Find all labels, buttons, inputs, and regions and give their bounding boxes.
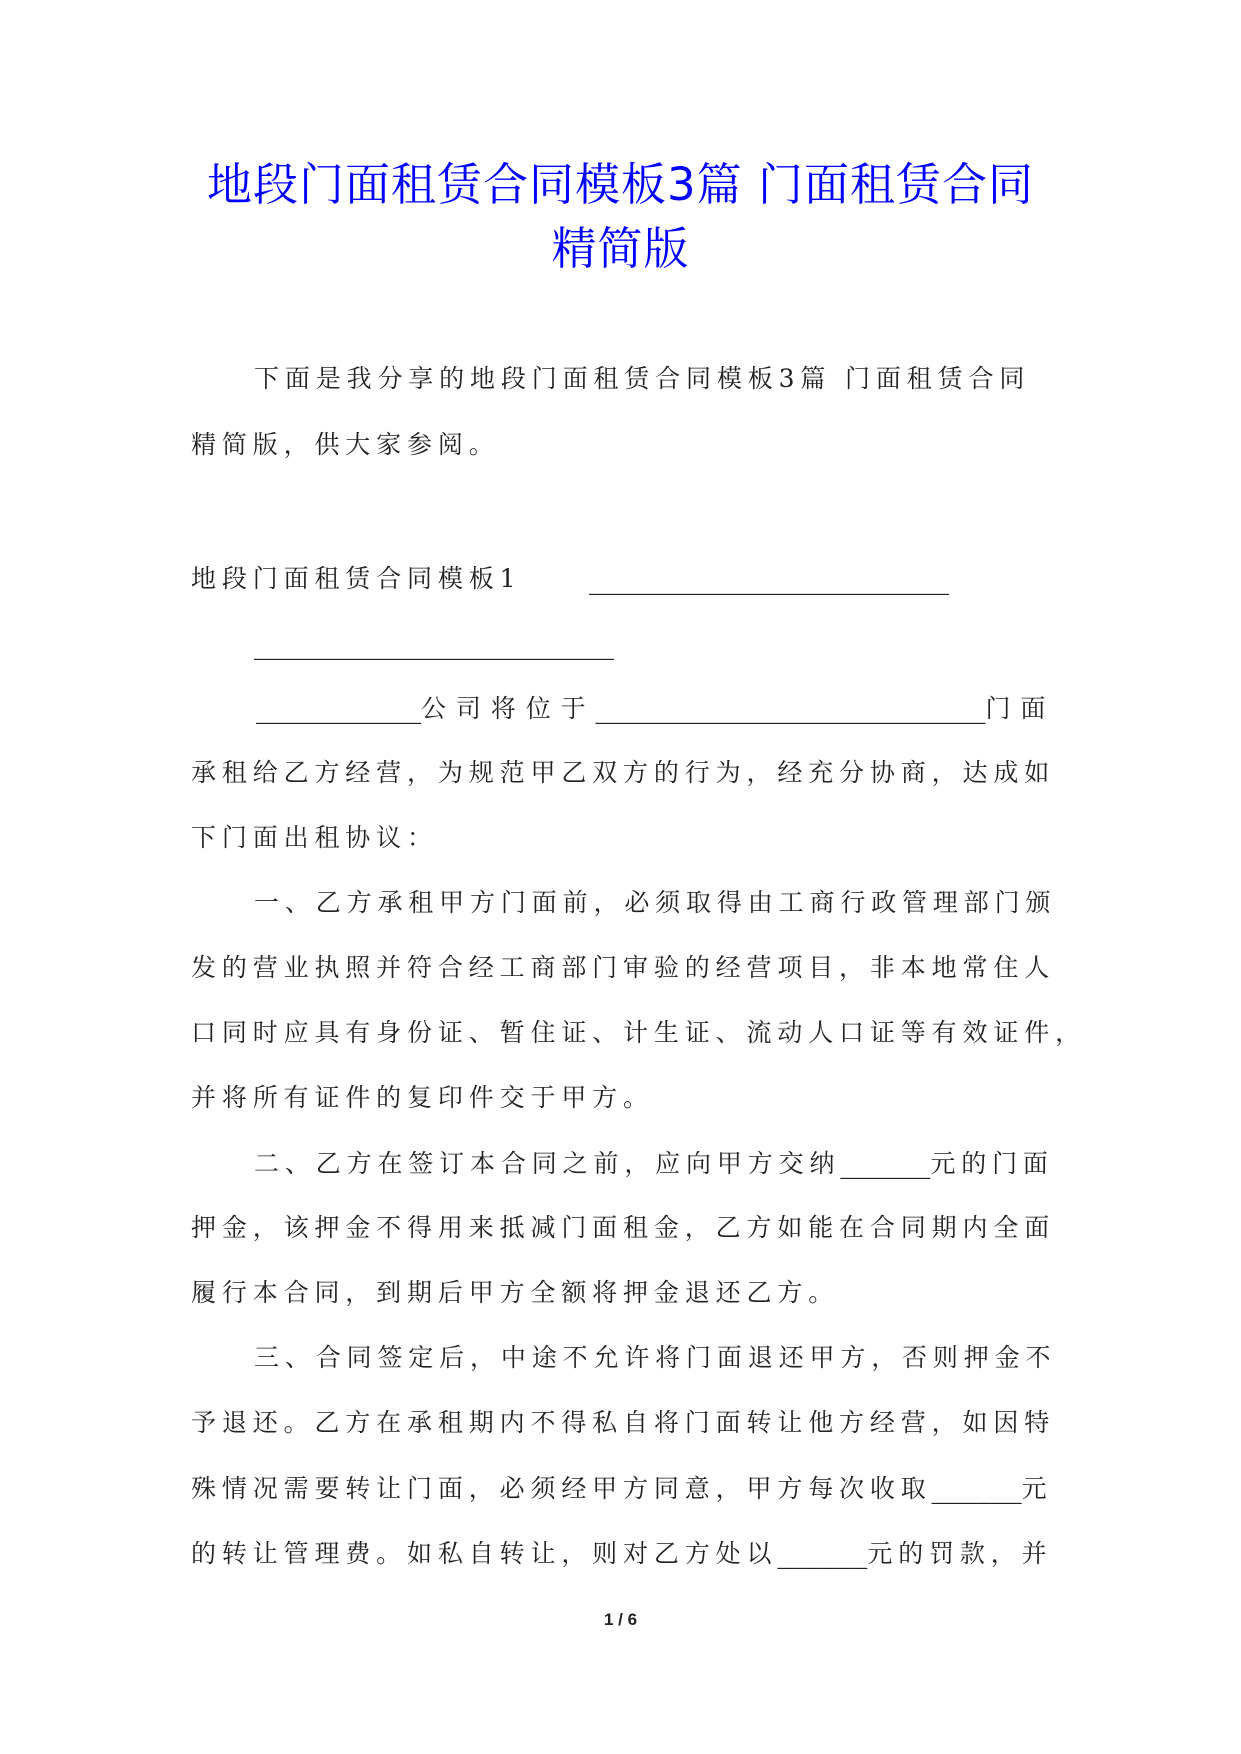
intro-line-1: 下面是我分享的地段门面租赁合同模板3篇 门面租赁合同	[254, 364, 1031, 393]
template-heading-blank-line	[589, 563, 949, 595]
clause-3-line-2: 予退还。乙方在承租期内不得私自将门面转让他方经营，如因特	[191, 1408, 1056, 1437]
clause-text: 殊情况需要转让门面，必须经甲方同意，甲方每次收取	[191, 1474, 932, 1503]
clause-1-line-3: 口同时应具有身份证、暂住证、计生证、流动人口证等有效证件，	[191, 1018, 1086, 1047]
clause-text: 的转让管理费。如私自转让，则对乙方处以	[191, 1539, 778, 1568]
document-title-line-2: 精简版	[551, 222, 690, 275]
clause-text: 元的门面	[930, 1149, 1054, 1178]
clause-text: 元的罚款，并	[867, 1539, 1053, 1568]
fill-in-blank: ______	[777, 1535, 868, 1570]
fill-in-blank: ___________	[256, 690, 421, 725]
fill-in-blank: ________________________	[254, 626, 614, 661]
clause-2-line-3: 履行本合同，到期后甲方全额将押金退还乙方。	[191, 1278, 840, 1307]
clause-1-line-1: 一、乙方承租甲方门面前，必须取得由工商行政管理部门颁	[254, 888, 1057, 917]
clause-2-line-1	[254, 1147, 1054, 1179]
document-title-line-1: 地段门面租赁合同模板3篇 门面租赁合同	[207, 158, 1034, 211]
intro-line-2: 精简版，供大家参阅。	[191, 430, 500, 459]
page-number: 1 / 6	[603, 1610, 638, 1629]
fill-in-blank: ______	[840, 1145, 931, 1180]
clause-3-line-3	[191, 1472, 1053, 1504]
clause-text: 二、乙方在签订本合同之前，应向甲方交纳	[254, 1149, 841, 1178]
clause-intro-line-2: 承租给乙方经营，为规范甲乙双方的行为，经充分协商，达成如	[191, 758, 1056, 787]
clause-1-line-2: 发的营业执照并符合经工商部门审验的经营项目，非本地常住人	[191, 953, 1056, 982]
clause-text: 元	[1021, 1474, 1053, 1503]
clause-2-line-2: 押金，该押金不得用来抵减门面租金，乙方如能在合同期内全面	[191, 1213, 1056, 1242]
clause-1-line-4: 并将所有证件的复印件交于甲方。	[191, 1083, 654, 1112]
clause-intro-line-1	[256, 692, 1055, 724]
party-blank-line	[254, 628, 614, 660]
fill-in-blank: ________________________	[589, 561, 949, 596]
template-heading: 地段门面租赁合同模板1	[191, 564, 522, 593]
fill-in-blank: __________________________	[595, 690, 986, 725]
clause-3-line-1: 三、合同签定后，中途不允许将门面退还甲方，否则押金不	[254, 1343, 1057, 1372]
clause-text: 门面	[985, 694, 1056, 723]
clause-intro-line-3: 下门面出租协议：	[191, 823, 438, 852]
clause-3-line-4	[191, 1537, 1053, 1569]
fill-in-blank: ______	[931, 1470, 1022, 1505]
clause-text: 公司将位于	[421, 694, 596, 723]
